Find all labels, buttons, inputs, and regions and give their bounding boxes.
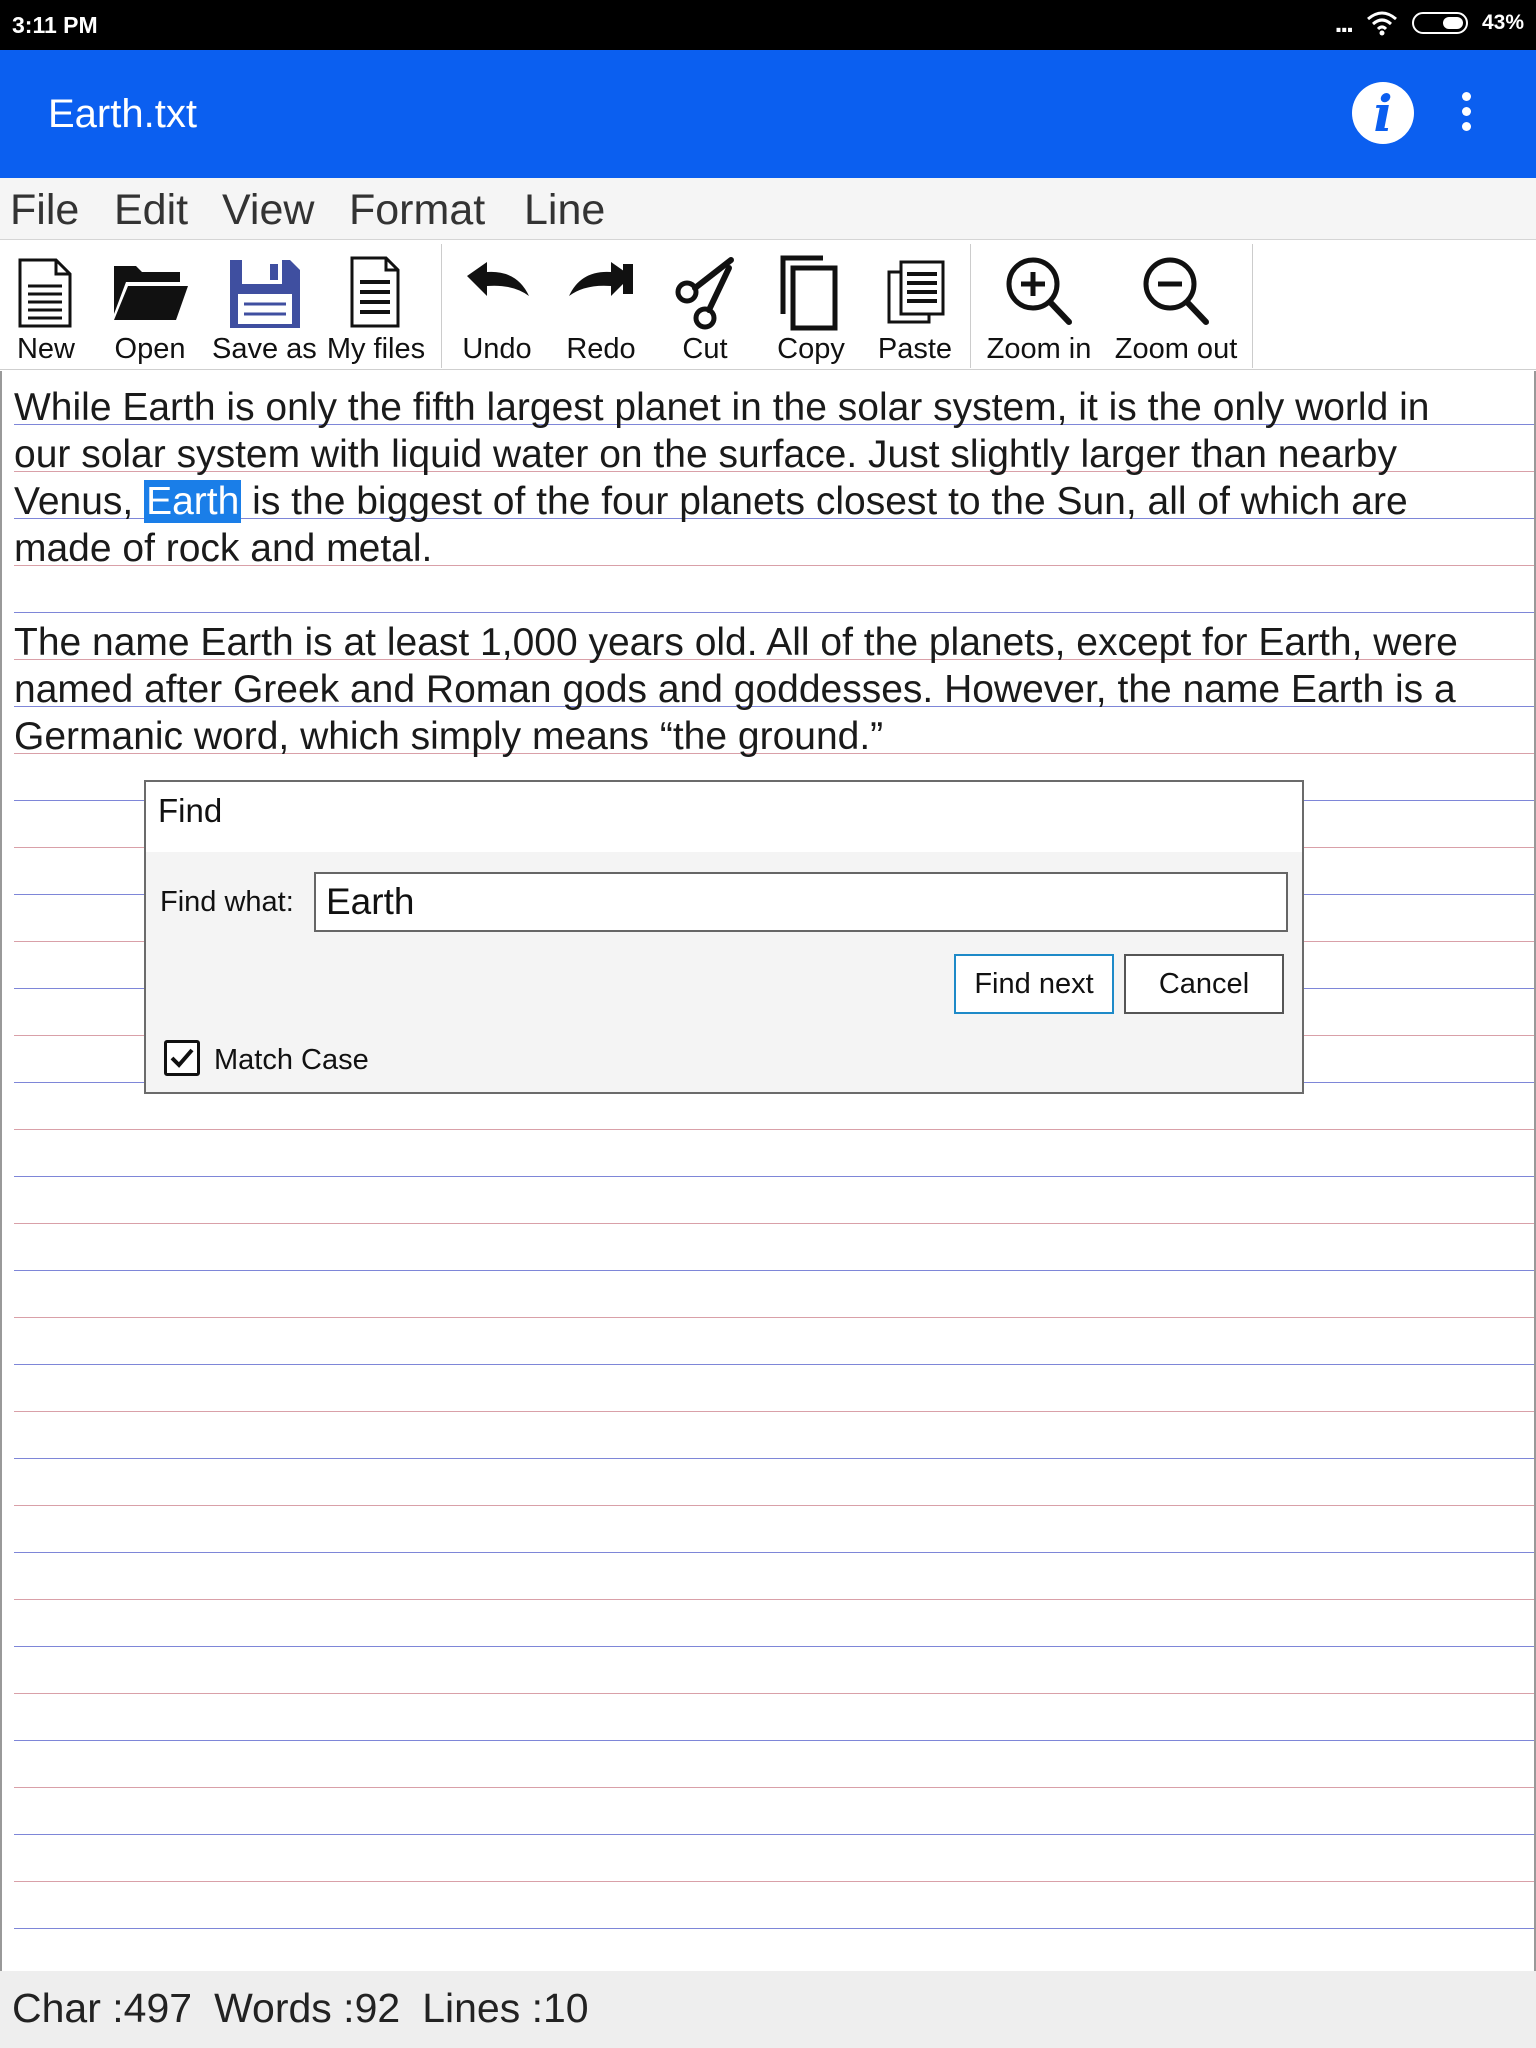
menu-view[interactable]: View	[222, 186, 315, 234]
zoom-in-button[interactable]	[980, 240, 1098, 370]
overflow-dots: ...	[1334, 7, 1352, 38]
ruled-line	[14, 1599, 1534, 1600]
save-icon	[224, 252, 304, 332]
copy-label: Copy	[777, 333, 845, 365]
new-label: New	[16, 333, 75, 365]
ruled-line	[14, 1693, 1534, 1694]
zoom-in-label: Zoom in	[986, 333, 1092, 365]
words-label: Words :	[214, 1985, 355, 2031]
status-time: 3:11 PM	[12, 12, 98, 38]
redo-label: Redo	[566, 333, 636, 365]
text-line: The name Earth is at least 1,000 years old. All of the planets, except for Earth, were	[14, 621, 1458, 664]
open-folder-icon	[110, 252, 190, 332]
new-button[interactable]	[6, 240, 86, 370]
ruled-line	[14, 1411, 1534, 1412]
find-what-input[interactable]	[314, 872, 1288, 932]
ruled-line	[14, 1223, 1534, 1224]
save-as-button[interactable]	[212, 240, 316, 370]
ruled-line	[14, 1740, 1534, 1741]
status-footer	[0, 1971, 1536, 2048]
ruled-line	[14, 1787, 1534, 1788]
redo-button[interactable]	[556, 240, 646, 370]
my-files-icon	[336, 252, 416, 332]
undo-icon	[457, 252, 537, 332]
find-what-label: Find what:	[160, 886, 294, 918]
text-line: Venus, Earth is the biggest of the four planets closest to the Sun, all of which are	[14, 480, 1408, 523]
toolbar-separator	[1252, 244, 1253, 368]
find-match-highlight: Earth	[146, 480, 240, 523]
ruled-line	[14, 1552, 1534, 1553]
ruled-line	[14, 1505, 1534, 1506]
match-case-checkbox[interactable]	[164, 1040, 200, 1076]
scissors-icon	[665, 252, 745, 332]
text-editor[interactable]	[0, 371, 1536, 1971]
ruled-line	[14, 612, 1534, 613]
new-document-icon	[6, 252, 86, 332]
battery-percent: 43%	[1481, 11, 1524, 34]
cut-button[interactable]	[660, 240, 750, 370]
open-button[interactable]	[106, 240, 194, 370]
words-count: 92	[354, 1985, 401, 2031]
app-bar	[0, 50, 1536, 178]
redo-icon	[561, 252, 641, 332]
zoom-in-icon	[999, 252, 1079, 332]
document-stats	[12, 1985, 611, 2032]
menu-format[interactable]: Format	[349, 186, 486, 234]
paste-icon	[875, 252, 955, 332]
find-next-button[interactable]: Find next	[954, 954, 1114, 1014]
paste-button[interactable]	[870, 240, 960, 370]
text-line: made of rock and metal.	[14, 527, 433, 570]
ruled-line	[14, 1834, 1534, 1835]
menu-bar	[0, 178, 1536, 240]
undo-label: Undo	[462, 333, 532, 365]
match-case-label: Match Case	[214, 1044, 369, 1076]
ruled-line	[14, 1317, 1534, 1318]
toolbar-separator	[970, 244, 971, 368]
ruled-line	[14, 1176, 1534, 1177]
char-label: Char :	[12, 1985, 124, 2031]
text-line: our solar system with liquid water on the surface. Just slightly larger than nearby	[14, 433, 1397, 476]
paste-label: Paste	[877, 333, 953, 365]
ruled-line	[14, 1458, 1534, 1459]
find-dialog-header	[146, 782, 1302, 852]
checkmark-icon	[167, 1043, 197, 1073]
find-dialog	[144, 780, 1304, 1094]
cancel-button[interactable]: Cancel	[1124, 954, 1284, 1014]
menu-edit[interactable]: Edit	[114, 186, 189, 234]
lines-count: 10	[543, 1985, 589, 2031]
my-files-button[interactable]	[322, 240, 430, 370]
text-line: named after Greek and Roman gods and goddesses. However, the name Earth is a	[14, 668, 1456, 711]
toolbar	[0, 240, 1536, 370]
zoom-out-label: Zoom out	[1114, 333, 1238, 365]
ruled-line	[14, 1646, 1534, 1647]
document-title: Earth.txt	[48, 92, 197, 136]
info-icon[interactable]	[1352, 82, 1414, 144]
more-vert-icon[interactable]	[1460, 92, 1472, 136]
text-line: Germanic word, which simply means “the ground.”	[14, 715, 884, 758]
char-count: 497	[123, 1985, 193, 2031]
battery-icon	[1412, 12, 1468, 34]
open-label: Open	[114, 333, 186, 365]
lines-label: Lines :	[422, 1985, 543, 2031]
ruled-line	[14, 1129, 1534, 1130]
zoom-out-button[interactable]	[1110, 240, 1242, 370]
status-right	[1334, 7, 1524, 38]
info-glyph: i	[1373, 84, 1393, 143]
cut-label: Cut	[682, 333, 728, 365]
my-files-label: My files	[326, 333, 426, 365]
copy-icon	[771, 252, 851, 332]
ruled-line	[14, 1270, 1534, 1271]
toolbar-separator	[441, 244, 442, 368]
undo-button[interactable]	[452, 240, 542, 370]
find-dialog-title: Find	[158, 792, 223, 829]
zoom-out-icon	[1136, 252, 1216, 332]
text-line: While Earth is only the fifth largest planet in the solar system, it is the only world in	[14, 386, 1430, 429]
ruled-line	[14, 1928, 1534, 1929]
copy-button[interactable]	[766, 240, 856, 370]
ruled-line	[14, 1881, 1534, 1882]
ruled-line	[14, 1364, 1534, 1365]
menu-file[interactable]: File	[10, 186, 80, 234]
wifi-icon	[1366, 10, 1398, 36]
menu-line[interactable]: Line	[524, 186, 606, 234]
status-bar	[0, 0, 1536, 50]
save-as-label: Save as	[212, 333, 317, 365]
